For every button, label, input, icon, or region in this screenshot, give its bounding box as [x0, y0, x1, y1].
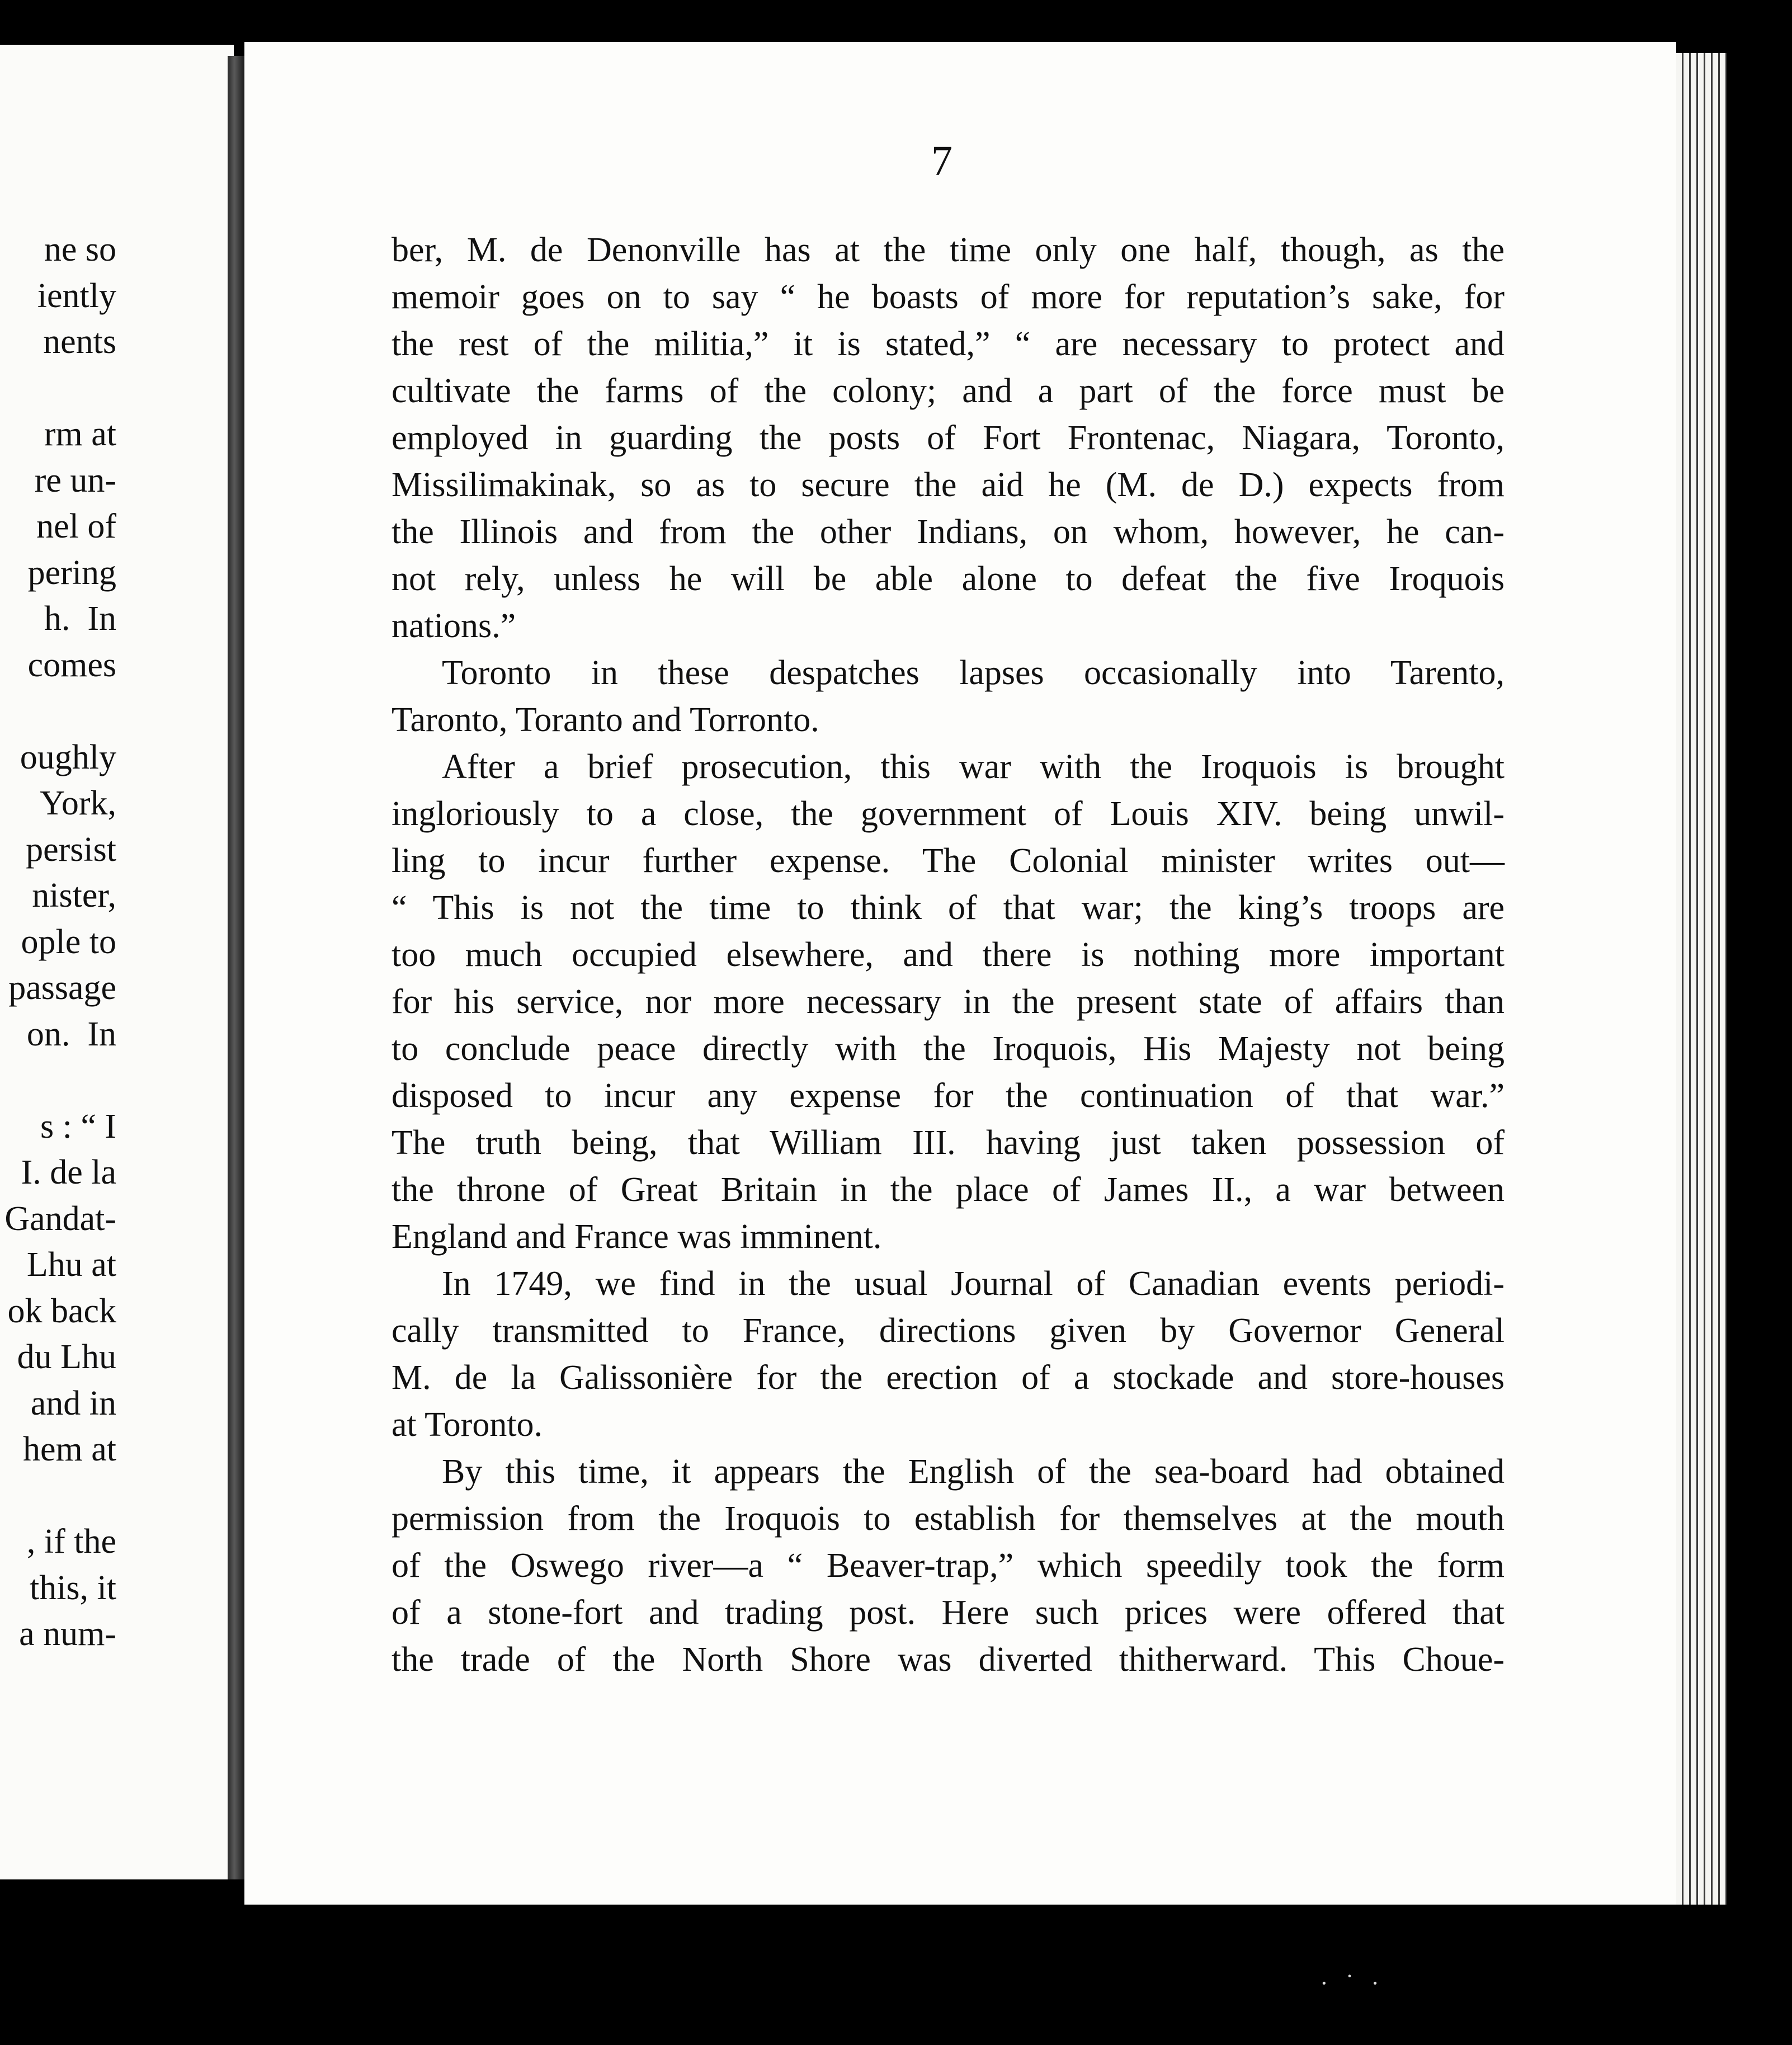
text-line: nations.” [392, 607, 516, 645]
text-line: the Illinois and from the other Indians, on whom, however, he can- [392, 513, 1505, 551]
left-fragment-line: and in [30, 1384, 116, 1422]
left-fragment-line: h. In [44, 600, 116, 638]
text-line: the trade of the North Shore was diverted thitherward. This Choue- [392, 1641, 1505, 1679]
text-line: for his service, nor more necessary in the present state of affairs than [392, 983, 1505, 1021]
text-line: ling to incur further expense. The Colonial minister writes out— [392, 842, 1505, 880]
left-fragment-line [4, 688, 116, 734]
text-line: Taronto, Toranto and Torronto. [392, 701, 819, 739]
text-line: In 1749, we find in the usual Journal of Canadian events periodi- [442, 1265, 1505, 1303]
left-fragment-line: ople to [21, 922, 116, 961]
text-line: cultivate the farms of the colony; and a part of the force must be [392, 372, 1505, 410]
left-fragment-line: hem at [23, 1430, 116, 1468]
left-fragment-line: re un- [34, 461, 116, 500]
text-line: of the Oswego river—a “ Beaver-trap,” which speedily took the form [392, 1547, 1505, 1585]
text-line: too much occupied elsewhere, and there is nothing more important [392, 936, 1505, 974]
left-fragment-line: Gandat- [4, 1199, 116, 1238]
left-fragment-line: pering [27, 553, 116, 592]
text-line: at Toronto. [392, 1406, 543, 1444]
text-line: England and France was imminent. [392, 1218, 882, 1256]
scan-specks: · ˙ · [1320, 1969, 1385, 1997]
text-line: the throne of Great Britain in the place of James II., a war between [392, 1171, 1505, 1209]
text-line: memoir goes on to say “ he boasts of more for reputation’s sake, for [392, 278, 1505, 316]
left-fragment-line: York, [40, 784, 116, 822]
left-fragment-line: passage [8, 969, 116, 1007]
text-line: disposed to incur any expense for the continuation of that war.” [392, 1077, 1505, 1115]
left-fragment-line: I. de la [21, 1153, 116, 1191]
left-fragment-line: nister, [32, 877, 116, 915]
left-fragment-line: , if the [26, 1523, 116, 1561]
left-fragment-line: on. In [26, 1015, 116, 1053]
left-fragment-line: s : “ I [40, 1107, 116, 1146]
left-fragment-line [4, 1473, 116, 1519]
left-fragment-line: ok back [7, 1292, 116, 1330]
left-fragment-line: Lhu at [26, 1246, 116, 1284]
text-line: After a brief prosecution, this war with the Iroquois is brought [442, 748, 1505, 786]
text-line: of a stone-fort and trading post. Here such prices were offered that [392, 1594, 1505, 1632]
left-page [0, 45, 234, 1879]
text-line: ingloriously to a close, the government of Louis XIV. being unwil- [392, 795, 1505, 833]
text-line: By this time, it appears the English of the sea-board had obtained [442, 1453, 1505, 1491]
text-line: cally transmitted to France, directions given by Governor General [392, 1312, 1505, 1350]
text-line: ber, M. de Denonville has at the time only one half, though, as the [392, 231, 1505, 269]
left-fragment-line: du Lhu [17, 1338, 116, 1376]
left-fragment-line: oughly [20, 738, 116, 776]
left-page-text-fragments [4, 227, 116, 1657]
left-fragment-line: a num- [19, 1615, 116, 1653]
left-fragment-line: iently [37, 276, 116, 315]
text-line: the rest of the militia,” it is stated,” “ are necessary to protect and [392, 325, 1505, 363]
text-line: permission from the Iroquois to establish for themselves at the mouth [392, 1500, 1505, 1538]
left-fragment-line: persist [26, 830, 116, 869]
page-number: 7 [931, 138, 952, 185]
text-line: to conclude peace directly with the Iroquois, His Majesty not being [392, 1030, 1505, 1068]
page-edges [1676, 53, 1727, 1905]
left-fragment-line: comes [27, 645, 116, 684]
left-fragment-line: nents [43, 323, 116, 361]
text-line: employed in guarding the posts of Fort Frontenac, Niagara, Toronto, [392, 419, 1505, 457]
left-fragment-line: this, it [29, 1568, 116, 1607]
text-line: Missilimakinak, so as to secure the aid he (M. de D.) expects from [392, 466, 1505, 504]
text-line: “ This is not the time to think of that war; the king’s troops are [392, 889, 1505, 927]
left-fragment-line [4, 365, 116, 412]
left-fragment-line: ne so [44, 230, 116, 268]
text-line: not rely, unless he will be able alone to defeat the five Iroquois [392, 560, 1505, 598]
text-line: M. de la Galissonière for the erection of a stockade and store-houses [392, 1359, 1505, 1397]
left-fragment-line: rm at [44, 415, 116, 453]
text-line: The truth being, that William III. having just taken possession of [392, 1124, 1505, 1162]
text-line: Toronto in these despatches lapses occasionally into Tarento, [442, 654, 1505, 692]
left-fragment-line [4, 1057, 116, 1104]
left-fragment-line: nel of [36, 507, 116, 545]
book-gutter [228, 56, 244, 1879]
body-text [392, 227, 1505, 1683]
